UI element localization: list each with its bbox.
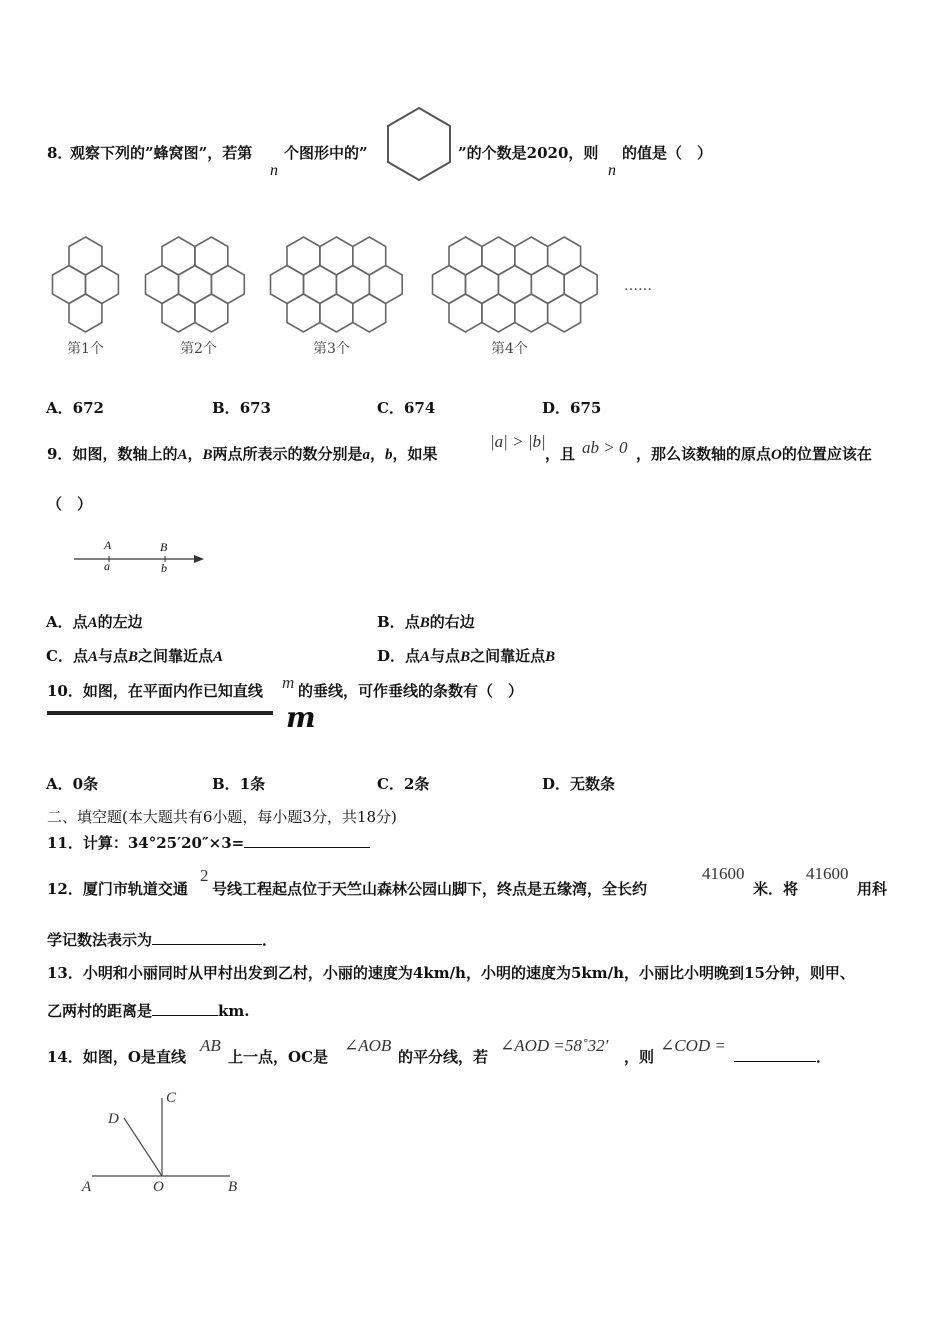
honeycomb-figures [45, 228, 685, 338]
q10-text-part1: 10．如图，在平面内作已知直线 [47, 682, 263, 700]
q9-paren: （ ） [47, 495, 93, 513]
q14-math-COD: ∠COD = [660, 1036, 726, 1055]
q12-text-part4: 用科 [857, 880, 888, 898]
q8-var-n-2: n [608, 162, 616, 179]
q14-answer-blank[interactable] [734, 1049, 816, 1062]
honeycomb-cell-4 [548, 294, 581, 332]
honeycomb-cell-4 [564, 266, 597, 304]
honeycomb-label-3: 第3个 [313, 341, 350, 357]
angle-label-D: D [108, 1111, 119, 1127]
honeycomb-cell-4 [531, 266, 564, 304]
honeycomb-cell-4 [482, 294, 515, 332]
angle-figure [80, 1090, 250, 1200]
honeycomb-cell-3 [369, 266, 402, 304]
q10-option-a[interactable]: A．0条 [46, 775, 99, 793]
honeycomb-cell-2 [162, 237, 195, 275]
honeycomb-cell-2 [162, 294, 195, 332]
q12-text-part2: 号线工程起点位于天竺山森林公园山脚下，终点是五缘湾，全长约 [212, 880, 648, 898]
q8-option-d[interactable]: D．675 [542, 399, 602, 417]
honeycomb-cell-4 [482, 237, 515, 275]
number-line-label-A: A [104, 538, 112, 552]
honeycomb-label-2: 第2个 [180, 341, 217, 357]
q9-math-ab: ab > 0 [582, 438, 628, 457]
q12-text-part3: 米．将 [753, 880, 799, 898]
q12-num-len: 41600 [702, 864, 745, 883]
honeycomb-cell-2 [195, 237, 228, 275]
q9-option-a[interactable]: A．点A的左边 [46, 613, 143, 631]
q10-option-c[interactable]: C．2条 [377, 775, 430, 793]
honeycomb-cell-3 [287, 237, 320, 275]
q14-text-part2: 上一点，OC是 [228, 1048, 329, 1066]
honeycomb-cell-4 [466, 266, 499, 304]
honeycomb-cell-3 [336, 266, 369, 304]
honeycomb-cell-1 [69, 237, 102, 275]
q12-answer-blank[interactable] [152, 932, 262, 945]
q8-text-part1: 观察下列的”蜂窝图”，若第 [70, 144, 253, 162]
q14-text-part4: ，则 [624, 1048, 655, 1066]
q14-math-AOB: ∠AOB [344, 1036, 392, 1055]
q13-line1: 13．小明和小丽同时从甲村出发到乙村，小丽的速度为4km/h，小明的速度为5km/h，小丽比小明晚到15分钟，则甲、 [47, 964, 855, 982]
q8-option-a[interactable]: A．672 [46, 399, 104, 417]
q8-text-part3: ”的个数是2020，则 [458, 144, 599, 162]
line-m-label: m [286, 701, 316, 734]
q9-text-part5: ，那么该数轴的原点O的位置应该在 [636, 445, 872, 463]
honeycomb-cell-4 [498, 266, 531, 304]
q14-math-AB: AB [200, 1036, 221, 1055]
q11-answer-blank[interactable] [244, 835, 370, 848]
honeycomb-cell-1 [53, 266, 86, 304]
honeycomb-cell-4 [515, 237, 548, 275]
q8-var-n-1: n [270, 162, 278, 179]
q9-stem: 9．如图，数轴上的A，B两点所表示的数分别是a，b，如果 [47, 445, 438, 463]
number-line-label-B: B [160, 540, 168, 554]
q14-answer: ． [734, 1046, 831, 1067]
q12-num-2: 2 [200, 866, 209, 885]
q10-var-m: m [282, 673, 295, 692]
honeycomb-cell-4 [449, 294, 482, 332]
honeycomb-cell-3 [320, 237, 353, 275]
q12-text-part1: 12．厦门市轨道交通 [47, 880, 188, 898]
q10-option-b[interactable]: B．1条 [212, 775, 266, 793]
q12-num-len-2: 41600 [806, 864, 849, 883]
q8-option-c[interactable]: C．674 [377, 399, 436, 417]
honeycomb-cell-3 [304, 266, 337, 304]
q9-option-b[interactable]: B．点B的右边 [377, 613, 475, 631]
honeycomb-cell-2 [146, 266, 179, 304]
angle-label-B: B [228, 1179, 238, 1195]
honeycomb-cell-1 [69, 294, 102, 332]
honeycomb-label-4: 第4个 [491, 341, 528, 357]
q11-text: 11．计算：34°25′20″×3= [47, 832, 370, 853]
hexagon-icon [386, 106, 452, 182]
angle-label-O: O [153, 1179, 164, 1195]
q9-option-c[interactable]: C．点A与点B之间靠近点A [46, 647, 224, 665]
number-line-label-a: a [104, 559, 110, 573]
section-2-title: 二、填空题(本大题共有6小题，每小题3分，共18分) [47, 808, 397, 826]
honeycomb-ellipsis: …… [624, 278, 652, 294]
honeycomb-cell-4 [515, 294, 548, 332]
honeycomb-cell-4 [548, 237, 581, 275]
q8-option-b[interactable]: B．673 [212, 399, 271, 417]
honeycomb-cell-1 [86, 266, 119, 304]
honeycomb-cell-2 [195, 294, 228, 332]
q9-math-abs: |a| > |b| [490, 432, 546, 451]
q8-text-part2: 个图形中的” [284, 144, 368, 162]
q9-option-d[interactable]: D．点A与点B之间靠近点B [377, 647, 556, 665]
number-line [70, 540, 210, 570]
q8-text-part4: 的值是（ ） [622, 144, 713, 162]
angle-label-A: A [82, 1179, 92, 1195]
q12-line2: 学记数法表示为 ． [47, 931, 278, 949]
honeycomb-cell-3 [353, 237, 386, 275]
line-m [47, 711, 273, 715]
q10-option-d[interactable]: D．无数条 [542, 775, 616, 793]
q14-text-part3: 的平分线，若 [398, 1048, 489, 1066]
q13-answer-blank[interactable] [152, 1003, 218, 1016]
q9-text-part4: ，且 [545, 445, 576, 463]
honeycomb-cell-3 [320, 294, 353, 332]
honeycomb-cell-3 [287, 294, 320, 332]
q8-number: 8． [47, 144, 73, 162]
angle-label-C: C [166, 1090, 177, 1106]
q14-text-part1: 14．如图，O是直线 [47, 1048, 186, 1066]
q10-text-part2: 的垂线，可作垂线的条数有（ ） [298, 682, 524, 700]
honeycomb-cell-3 [271, 266, 304, 304]
honeycomb-cell-2 [211, 266, 244, 304]
q13-line2: 乙两村的距离是 km. [47, 1002, 250, 1020]
honeycomb-cell-4 [433, 266, 466, 304]
number-line-label-b: b [161, 561, 167, 575]
honeycomb-cell-3 [353, 294, 386, 332]
honeycomb-cell-2 [179, 266, 212, 304]
honeycomb-cell-4 [449, 237, 482, 275]
q14-math-AOD: ∠AOD =58˚32′ [500, 1036, 609, 1055]
honeycomb-label-1: 第1个 [67, 341, 104, 357]
